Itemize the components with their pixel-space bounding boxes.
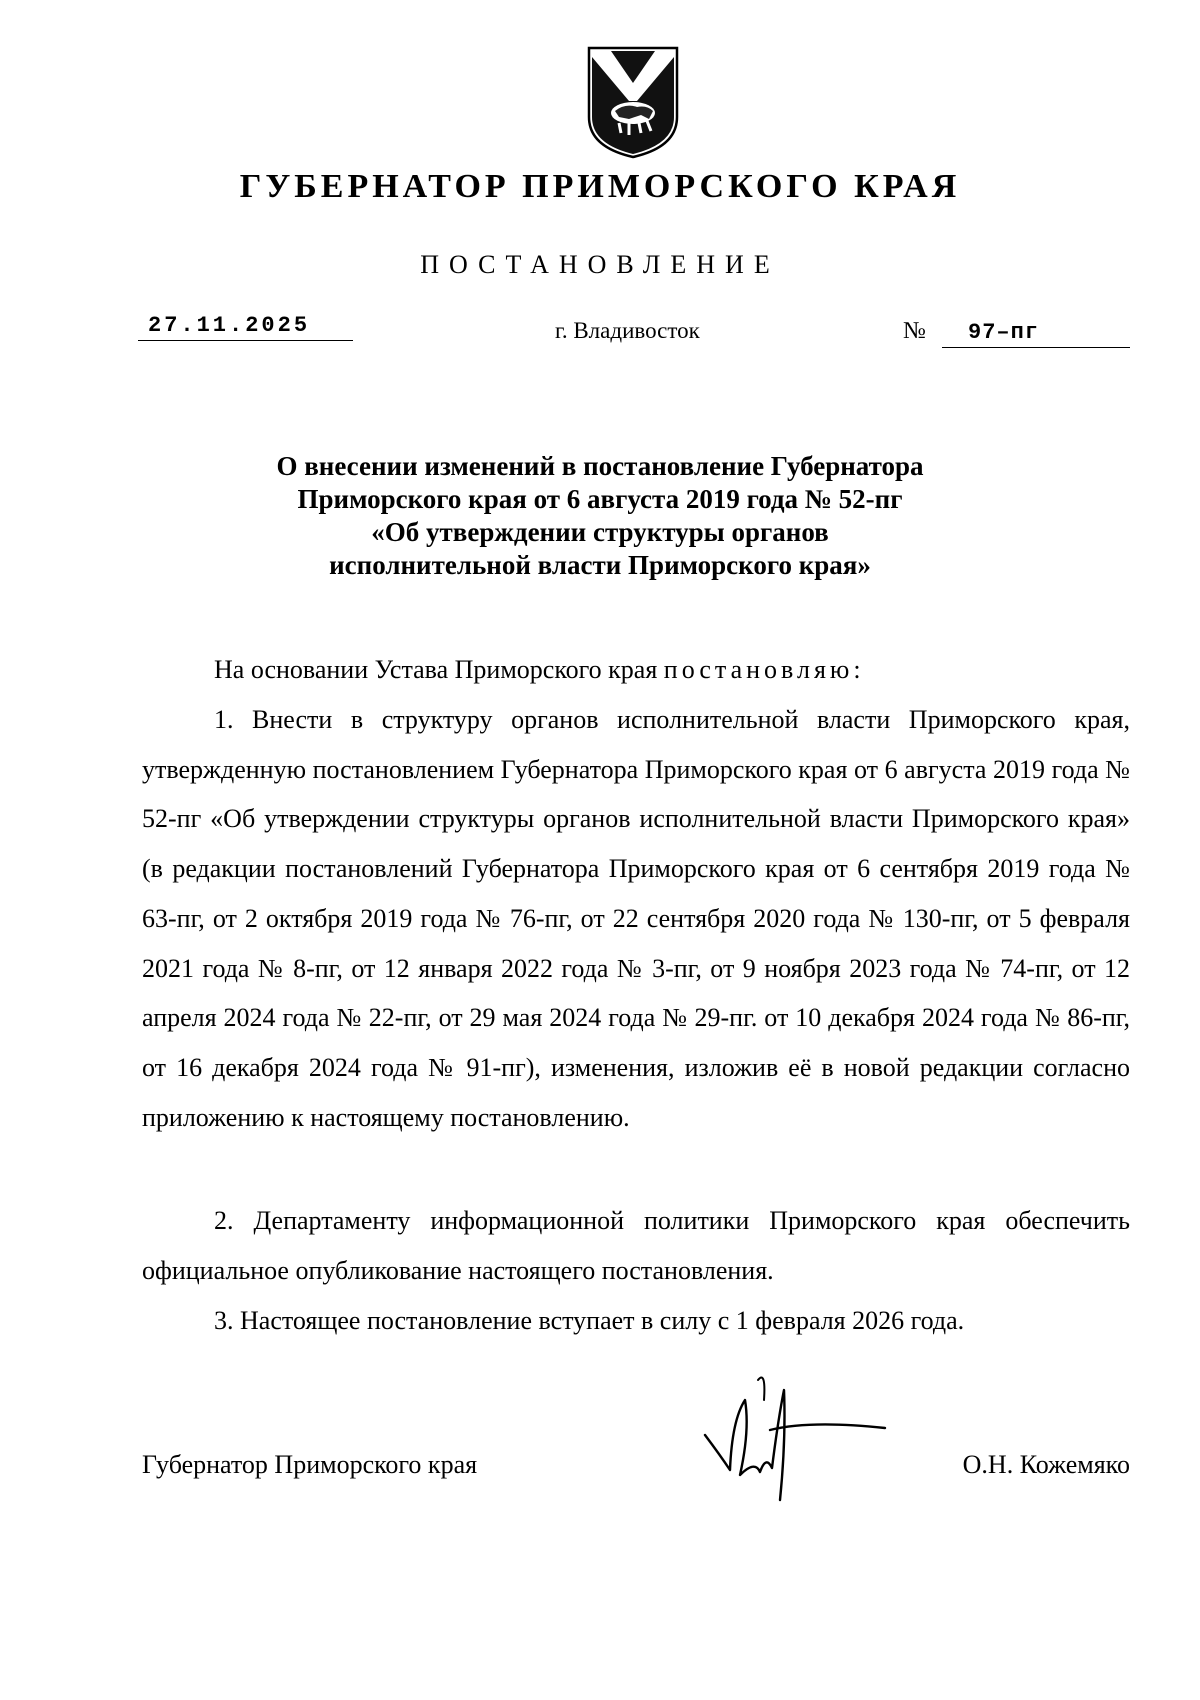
authority-title: ГУБЕРНАТОР ПРИМОРСКОГО КРАЯ xyxy=(239,168,961,205)
handwritten-signature xyxy=(700,1360,900,1510)
number-sign: № xyxy=(903,318,926,344)
subject-line: исполнительной власти Приморского края» xyxy=(329,550,871,580)
signatory-name: О.Н. Кожемяко xyxy=(962,1450,1130,1479)
paragraph-3: 3. Настоящее постановление вступает в силу с 1 февраля 2026 года. xyxy=(214,1306,965,1335)
coat-of-arms-emblem xyxy=(585,45,681,160)
subject-line: «Об утверждении структуры органов xyxy=(371,517,829,547)
paragraph-1: 1. Внести в структуру органов исполнительной власти Приморского края, утвержденную постановлением Губернатора Приморского края от 6 августа 2019 года № 52-пг «Об утверждении структуры органов исполнительной власти Приморского края» (в редакции постановлений Губернатора Приморского края от 6 сентября 2019 года № 63-пг, от 2 октября 2019 года № 76-пг, от 22 сентября 2020 года № 130-пг, от 5 февраля 2021 года № 8-пг, от 12 января 2022 года № 3-пг, от 9 ноября 2023 года № 74-пг, от 12 апреля 2024 года № 22-пг, от 29 мая 2024 года № 29-пг. от 10 декабря 2024 года № 86-пг, от 16 декабря 2024 года № 91-пг), изменения, изложив её в новой редакции согласно приложению к настоящему постановлению. xyxy=(142,705,1130,1132)
intro-spaced-word: постановляю: xyxy=(663,655,865,684)
intro-paragraph xyxy=(142,645,1130,695)
document-type: ПОСТАНОВЛЕНИЕ xyxy=(420,250,780,279)
signatory-position: Губернатор Приморского края xyxy=(142,1450,478,1479)
document-city: г. Владивосток xyxy=(555,318,700,343)
intro-text: На основании Устава Приморского края xyxy=(214,655,664,684)
subject-line: О внесении изменений в постановление Губернатора xyxy=(276,451,924,481)
subject-line: Приморского края от 6 августа 2019 года № 52-пг xyxy=(297,484,903,514)
document-number: 97–пг xyxy=(942,320,1130,348)
document-date: 27.11.2025 xyxy=(138,313,353,341)
paragraph-2: 2. Департаменту информационной политики Приморского края обеспечить официальное опубликование настоящего постановления. xyxy=(142,1206,1130,1285)
document-subject xyxy=(0,450,1200,582)
